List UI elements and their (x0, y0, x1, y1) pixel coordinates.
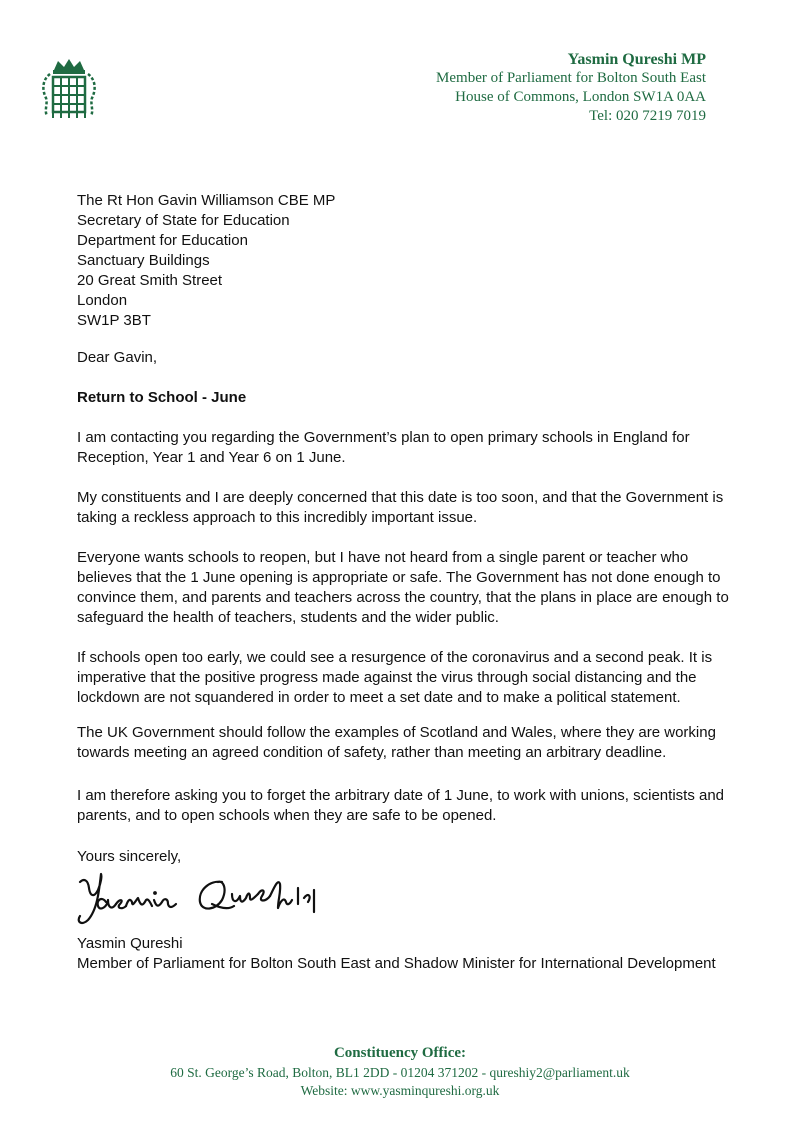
recipient-line: The Rt Hon Gavin Williamson CBE MP (77, 192, 336, 209)
recipient-address (77, 191, 335, 331)
portcullis-crest-icon (38, 56, 100, 124)
footer-address: 60 St. George’s Road, Bolton, BL1 2DD - 01204 371202 - qureshiy2@parliament.uk (170, 1065, 630, 1080)
recipient-line: Department for Education (77, 232, 248, 249)
body-paragraph: I am therefore asking you to forget the arbitrary date of 1 June, to work with unions, scientists and parents, and to open schools when they are safe to be opened. (77, 787, 725, 824)
body-paragraph: The UK Government should follow the examples of Scotland and Wales, where they are working towards meeting an agreed condition of safety, rather than meeting an arbitrary deadline. (77, 724, 716, 761)
signatory-name: Yasmin Qureshi (77, 935, 183, 952)
sender-details (436, 50, 706, 126)
recipient-line: SW1P 3BT (77, 312, 151, 329)
sender-role: Member of Parliament for Bolton South East (436, 70, 706, 86)
signatory-title: Member of Parliament for Bolton South East and Shadow Minister for International Development (77, 955, 716, 972)
recipient-line: Sanctuary Buildings (77, 252, 210, 269)
sender-telephone: Tel: 020 7219 7019 (589, 108, 706, 124)
closing: Yours sincerely, (77, 848, 182, 865)
body-paragraph: Everyone wants schools to reopen, but I have not heard from a single parent or teacher who believes that the 1 June opening is appropriate or safe. The Government has not done enough to convince them, and parents and teachers across the country, that the plans in place are enough to safeguard the health of teachers, students and the wider public. (77, 549, 729, 626)
recipient-line: London (77, 292, 128, 309)
handwritten-signature (72, 868, 334, 928)
sender-address: House of Commons, London SW1A 0AA (455, 89, 706, 105)
constituency-office-footer (0, 1044, 800, 1100)
sender-name: Yasmin Qureshi MP (567, 51, 706, 68)
salutation: Dear Gavin, (77, 349, 158, 366)
footer-website: Website: www.yasminqureshi.org.uk (300, 1083, 500, 1098)
recipient-line: Secretary of State for Education (77, 212, 290, 229)
letter-subject: Return to School - June (77, 389, 247, 406)
body-paragraph: My constituents and I are deeply concerned that this date is too soon, and that the Government is taking a reckless approach to this incredibly important issue. (77, 489, 724, 526)
recipient-line: 20 Great Smith Street (77, 272, 223, 289)
body-paragraph: If schools open too early, we could see a resurgence of the coronavirus and a second peak. It is imperative that the positive progress made against the virus through social distancing and the lockdown are not squandered in order to meet a set date and to make a political statement. (77, 649, 713, 706)
body-paragraph: I am contacting you regarding the Government’s plan to open primary schools in England for Reception, Year 1 and Year 6 on 1 June. (77, 429, 690, 466)
signatory-block (77, 934, 716, 974)
footer-heading: Constituency Office: (333, 1045, 467, 1061)
